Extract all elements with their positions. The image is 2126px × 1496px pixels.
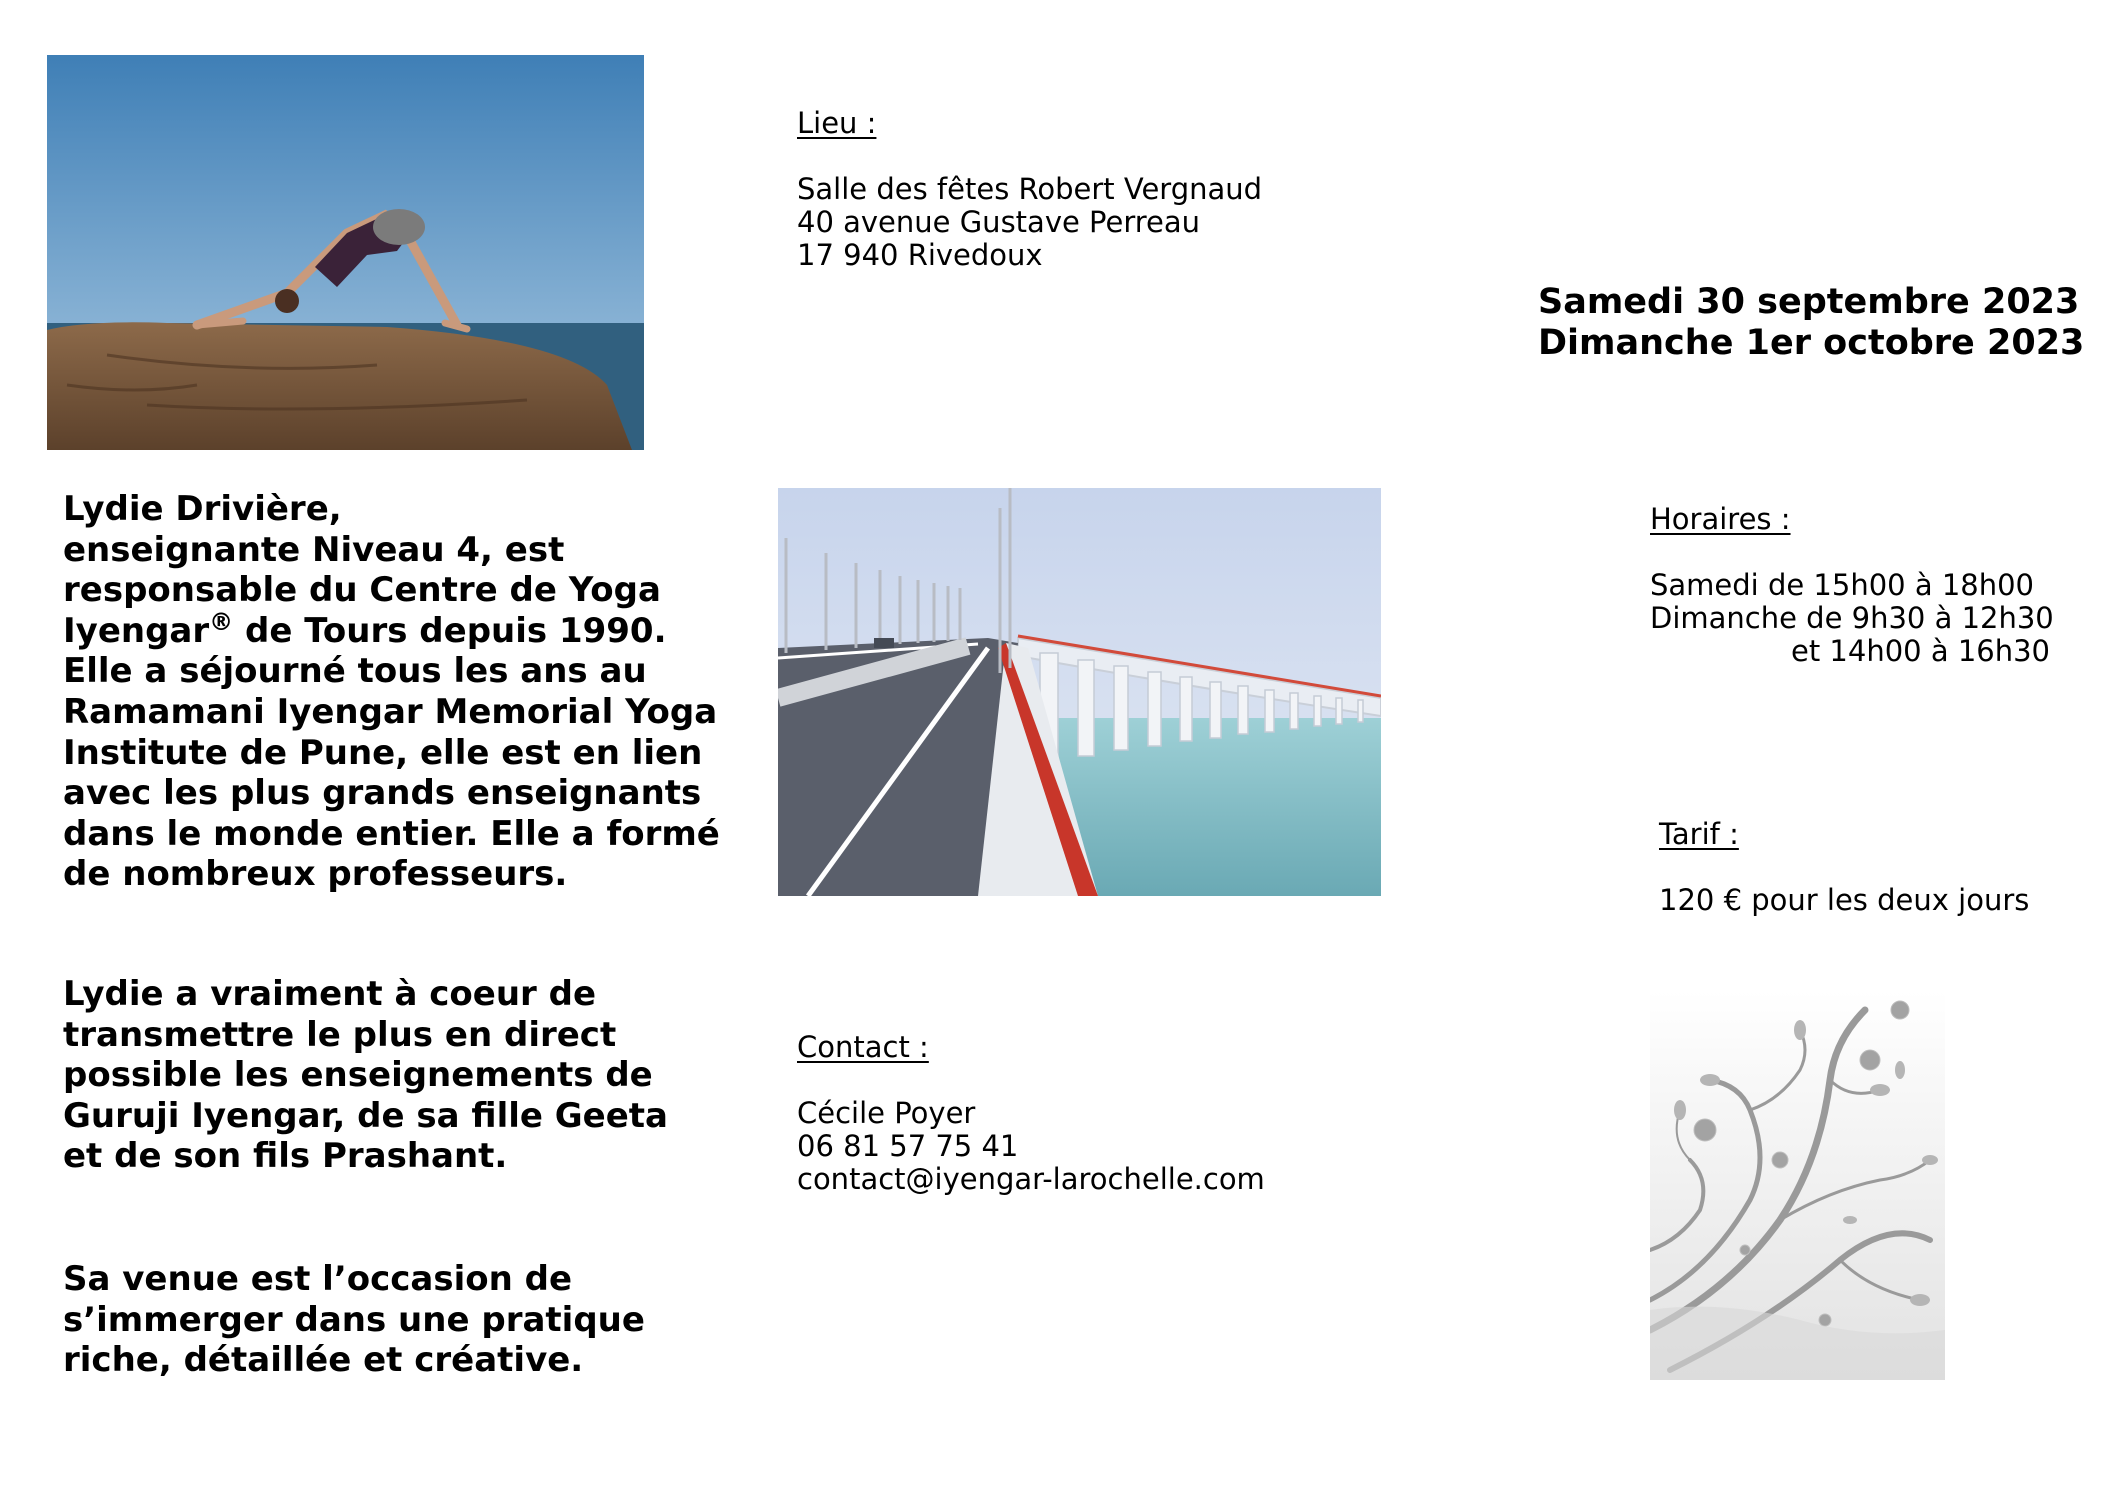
contact-section — [797, 1031, 1265, 1196]
bio-line: Elle a séjourné tous les ans au — [63, 651, 647, 692]
contact-email: contact@iyengar-larochelle.com — [797, 1162, 1265, 1196]
bio-line: s’immerger dans une pratique — [63, 1299, 645, 1340]
yoga-pose-image — [47, 55, 644, 450]
bio-line: transmettre le plus en direct — [63, 1014, 617, 1055]
date-saturday: Samedi 30 septembre 2023 — [1538, 282, 2080, 322]
bio-paragraph-2 — [63, 974, 668, 1177]
bio-paragraph-3 — [63, 1259, 645, 1381]
venue-heading: Lieu : — [797, 106, 877, 140]
floral-decoration — [1650, 990, 1945, 1380]
schedule-saturday: Samedi de 15h00 à 18h00 — [1650, 568, 2034, 602]
event-dates — [1538, 282, 2084, 364]
schedule-sunday-morning: Dimanche de 9h30 à 12h30 — [1650, 601, 2054, 635]
bridge-image — [778, 488, 1381, 896]
date-sunday: Dimanche 1er octobre 2023 — [1538, 323, 2085, 363]
yoga-pose-photo — [47, 55, 644, 450]
bio-line: Guruji Iyengar, de sa fille Geeta — [63, 1095, 668, 1136]
venue-name: Salle des fêtes Robert Vergnaud — [797, 172, 1263, 206]
schedule-sunday-afternoon: et 14h00 à 16h30 — [1791, 634, 2051, 668]
venue-section — [797, 107, 1262, 272]
bio-line: dans le monde entier. Elle a formé — [63, 813, 720, 854]
contact-heading: Contact : — [797, 1030, 929, 1064]
schedule-heading: Horaires : — [1650, 502, 1791, 536]
bio-paragraph-1 — [63, 489, 720, 895]
floral-branch-icon — [1650, 990, 1945, 1380]
venue-street: 40 avenue Gustave Perreau — [797, 205, 1201, 239]
bio-line: et de son fils Prashant. — [63, 1136, 508, 1177]
bio-line: riche, détaillée et créative. — [63, 1340, 584, 1381]
bio-line: Lydie Drivière, — [63, 489, 342, 529]
contact-name: Cécile Poyer — [797, 1096, 976, 1130]
pricing-section — [1659, 818, 2029, 917]
bio-line — [63, 607, 720, 652]
venue-city: 17 940 Rivedoux — [797, 238, 1043, 272]
contact-phone: 06 81 57 75 41 — [797, 1129, 1019, 1163]
bio-line: avec les plus grands enseignants — [63, 773, 702, 814]
bio-text: de Tours depuis 1990. — [233, 610, 667, 651]
registered-mark: ® — [209, 607, 234, 636]
bio-text: Iyengar — [63, 610, 210, 651]
bio-line: de nombreux professeurs. — [63, 854, 568, 895]
pricing-text: 120 € pour les deux jours — [1659, 883, 2030, 917]
bio-line: Ramamani Iyengar Memorial Yoga — [63, 691, 718, 732]
bridge-photo — [778, 488, 1381, 896]
bio-line: Institute de Pune, elle est en lien — [63, 732, 703, 773]
bio-line: responsable du Centre de Yoga — [63, 570, 661, 611]
bio-line: Lydie a vraiment à coeur de — [63, 974, 597, 1014]
bio-line: Sa venue est l’occasion de — [63, 1259, 573, 1299]
bio-line: enseignante Niveau 4, est — [63, 529, 565, 570]
bio-line: possible les enseignements de — [63, 1055, 653, 1096]
pricing-heading: Tarif : — [1659, 817, 1739, 851]
schedule-section — [1650, 503, 2054, 668]
